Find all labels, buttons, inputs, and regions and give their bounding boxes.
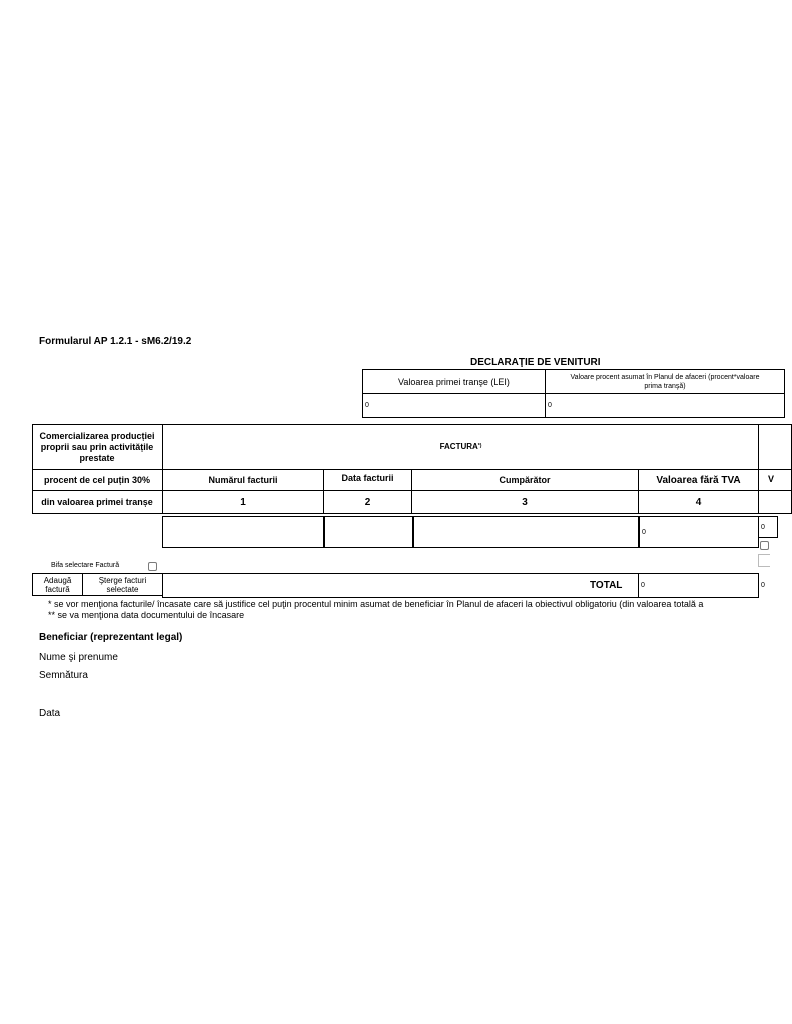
delete-invoices-button[interactable]: Şterge facturi selectate	[82, 573, 163, 596]
total-value: 0	[638, 573, 759, 598]
col-invoice-date: Data facturii	[341, 473, 394, 483]
name-label: Nume şi prenume	[39, 652, 118, 663]
invoice-date-input[interactable]	[324, 516, 413, 548]
invoice-number-input[interactable]	[162, 516, 324, 548]
col-num-4: 4	[695, 496, 702, 508]
signature-label: Semnătura	[39, 670, 88, 681]
note-2: ** se va menţiona data documentului de încasare	[48, 610, 245, 620]
buyer-input[interactable]	[413, 516, 639, 548]
col-invoice-number: Numărul facturii	[208, 475, 278, 485]
row-select-checkbox[interactable]	[760, 541, 769, 550]
add-invoice-button[interactable]: Adaugă factură	[32, 573, 83, 596]
total-row	[162, 573, 639, 598]
total-next-cell	[758, 573, 779, 598]
date-label: Data	[39, 708, 61, 719]
beneficiary-title: Beneficiar (reprezentant legal)	[39, 632, 183, 643]
col-value-no-vat: Valoarea fără TVA	[656, 474, 741, 486]
value-no-vat-input[interactable]: 0	[639, 516, 759, 548]
note-1: * se vor menţiona facturile/ încasate care să justifice cel puţin procentul minim asumat de beneficiar în Planul de afaceri la obiectivul obligatoriu (din valoarea totală a	[48, 599, 704, 609]
select-invoice-checkbox[interactable]	[148, 562, 157, 571]
percent-value-label: Valoare procent asumat în Planul de afaceri (procent*valoare prima tranşă)	[545, 369, 785, 394]
col-num-3: 3	[522, 496, 528, 508]
table-divider	[758, 424, 759, 514]
col-num-1: 1	[240, 496, 246, 508]
total-label: TOTAL	[590, 580, 623, 591]
select-invoice-label: Bifa selectare Factură	[51, 562, 120, 569]
first-tranche-label: Valoarea primei tranşe (LEI)	[362, 369, 546, 394]
left-header-line3: din valoarea primei tranșe	[41, 497, 153, 507]
col-buyer: Cumpărător	[499, 475, 551, 485]
next-col-box	[758, 554, 770, 567]
col-num-2: 2	[364, 496, 371, 508]
factura-label: FACTURA	[439, 441, 478, 451]
total-next-value: 0	[761, 582, 765, 589]
declaration-title: DECLARAŢIE DE VENITURI	[470, 357, 601, 368]
factura-header	[163, 436, 758, 456]
left-header-line1: Comercializarea producției proprii sau prin activitățile prestate	[39, 430, 155, 463]
form-code: Formularul AP 1.2.1 - sM6.2/19.2	[39, 336, 192, 347]
col-next: V	[768, 474, 775, 484]
next-col-input[interactable]: 0	[758, 516, 778, 538]
first-tranche-value[interactable]: 0	[362, 393, 546, 418]
percent-value-value[interactable]: 0	[545, 393, 785, 418]
factura-sup: *)	[477, 443, 482, 449]
left-header-line2: procent de cel puțin 30%	[43, 475, 151, 485]
